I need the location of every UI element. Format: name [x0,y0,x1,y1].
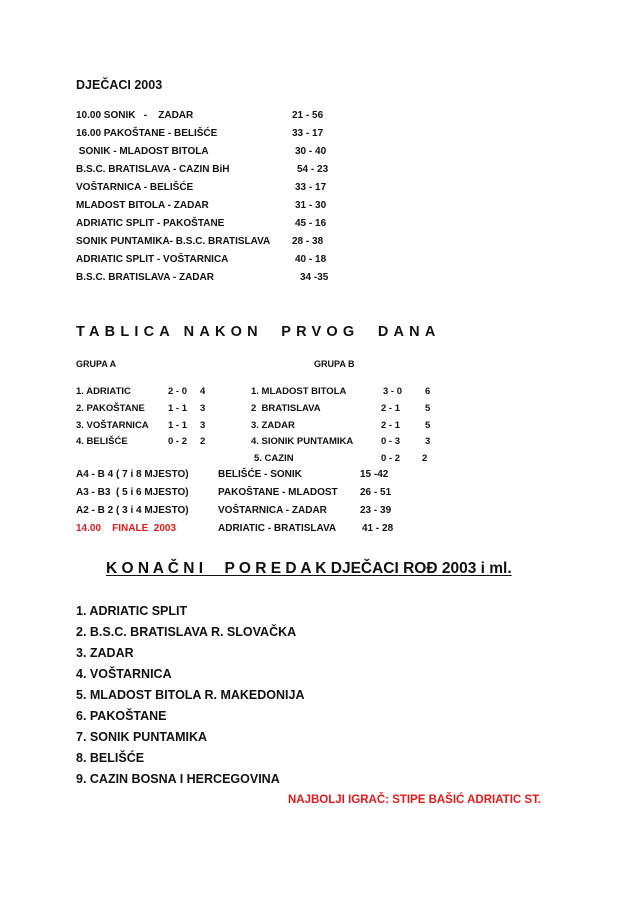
match-label: B.S.C. BRATISLAVA - CAZIN BiH [76,164,230,175]
standing-item: 3. ZADAR [76,646,134,660]
group-a-team: 2. PAKOŠTANE [76,403,145,414]
group-a-title: GRUPA A [76,359,117,369]
standing-item: 6. PAKOŠTANE [76,709,167,723]
match-score: 21 - 56 [292,110,324,121]
final-standings-title: K O N A Č N I P O R E D A K DJEČACI ROĐ 2003 i ml. [106,560,512,577]
group-b-score: 2 - 1 [381,420,401,431]
standing-item: 7. SONIK PUNTAMIKA [76,730,208,744]
group-b-points: 2 [422,453,428,464]
section-heading: DJEČACI 2003 [76,78,163,92]
final-game-label: 14.00 FINALE 2003 [76,523,177,534]
match-label: 16.00 PAKOŠTANE - BELIŠĆE [76,128,218,139]
group-a-score: 0 - 2 [168,436,188,447]
placement-score: 26 - 51 [360,487,392,498]
match-score: 45 - 16 [295,218,327,229]
match-score: 54 - 23 [297,164,329,175]
group-a-team: 4. BELIŠĆE [76,436,128,447]
group-b-points: 6 [425,386,431,397]
match-label: MLADOST BITOLA - ZADAR [76,200,209,211]
placement-pair: A4 - B 4 ( 7 i 8 MJESTO) [76,469,189,480]
group-b-points: 3 [425,436,431,447]
match-score: 33 - 17 [295,182,327,193]
group-b-team: 1. MLADOST BITOLA [251,386,347,397]
placement-pair: A3 - B3 ( 5 i 6 MJESTO) [76,487,189,498]
group-a-score: 1 - 1 [168,420,188,431]
group-b-team: 2 BRATISLAVA [251,403,321,414]
match-label: B.S.C. BRATISLAVA - ZADAR [76,272,214,283]
group-b-team: 5. CAZIN [254,453,294,464]
group-a-points: 3 [200,420,206,431]
placement-match: PAKOŠTANE - MLADOST [218,487,338,498]
group-a-score: 2 - 0 [168,386,188,397]
group-a-team: 1. ADRIATIC [76,386,131,397]
standing-item: 2. B.S.C. BRATISLAVA R. SLOVAČKA [76,625,297,639]
group-b-score: 0 - 3 [381,436,401,447]
final-game-match: ADRIATIC - BRATISLAVA [218,523,337,534]
match-label: ADRIATIC SPLIT - VOŠTARNICA [76,254,229,265]
group-a-points: 3 [200,403,206,414]
standing-item: 5. MLADOST BITOLA R. MAKEDONIJA [76,688,305,702]
placement-pair: A2 - B 2 ( 3 i 4 MJESTO) [76,505,189,516]
group-b-title: GRUPA B [314,359,355,369]
standing-item: 1. ADRIATIC SPLIT [76,604,188,618]
match-score: 31 - 30 [295,200,327,211]
group-b-team: 4. SIONIK PUNTAMIKA [251,436,354,447]
group-b-points: 5 [425,403,431,414]
group-b-points: 5 [425,420,431,431]
match-label: SONIK PUNTAMIKA- B.S.C. BRATISLAVA [76,236,271,247]
placement-score: 15 -42 [360,469,389,480]
match-label: ADRIATIC SPLIT - PAKOŠTANE [76,218,225,229]
match-label: SONIK - MLADOST BITOLA [76,146,209,157]
placement-match: VOŠTARNICA - ZADAR [218,505,327,516]
group-b-score: 2 - 1 [381,403,401,414]
match-score: 34 -35 [300,272,329,283]
match-score: 28 - 38 [292,236,324,247]
group-a-points: 2 [200,436,206,447]
group-a-team: 3. VOŠTARNICA [76,420,149,431]
table-title: TABLICA NAKON PRVOG DANA [76,324,441,340]
standing-item: 9. CAZIN BOSNA I HERCEGOVINA [76,772,280,786]
group-b-score: 0 - 2 [381,453,401,464]
placement-score: 23 - 39 [360,505,392,516]
standing-item: 8. BELIŠĆE [76,751,145,765]
group-a-score: 1 - 1 [168,403,188,414]
final-game-score: 41 - 28 [362,523,394,534]
placement-match: BELIŠĆE - SONIK [218,469,302,480]
match-score: 40 - 18 [295,254,327,265]
group-b-score: 3 - 0 [383,386,403,397]
match-label: VOŠTARNICA - BELIŠĆE [76,182,194,193]
group-a-points: 4 [200,386,206,397]
match-score: 33 - 17 [292,128,324,139]
match-score: 30 - 40 [295,146,327,157]
best-player: NAJBOLJI IGRAČ: STIPE BAŠIĆ ADRIATIC ST. [288,794,542,806]
match-label: 10.00 SONIK - ZADAR [76,110,194,121]
group-b-team: 3. ZADAR [251,420,295,431]
standing-item: 4. VOŠTARNICA [76,667,172,681]
